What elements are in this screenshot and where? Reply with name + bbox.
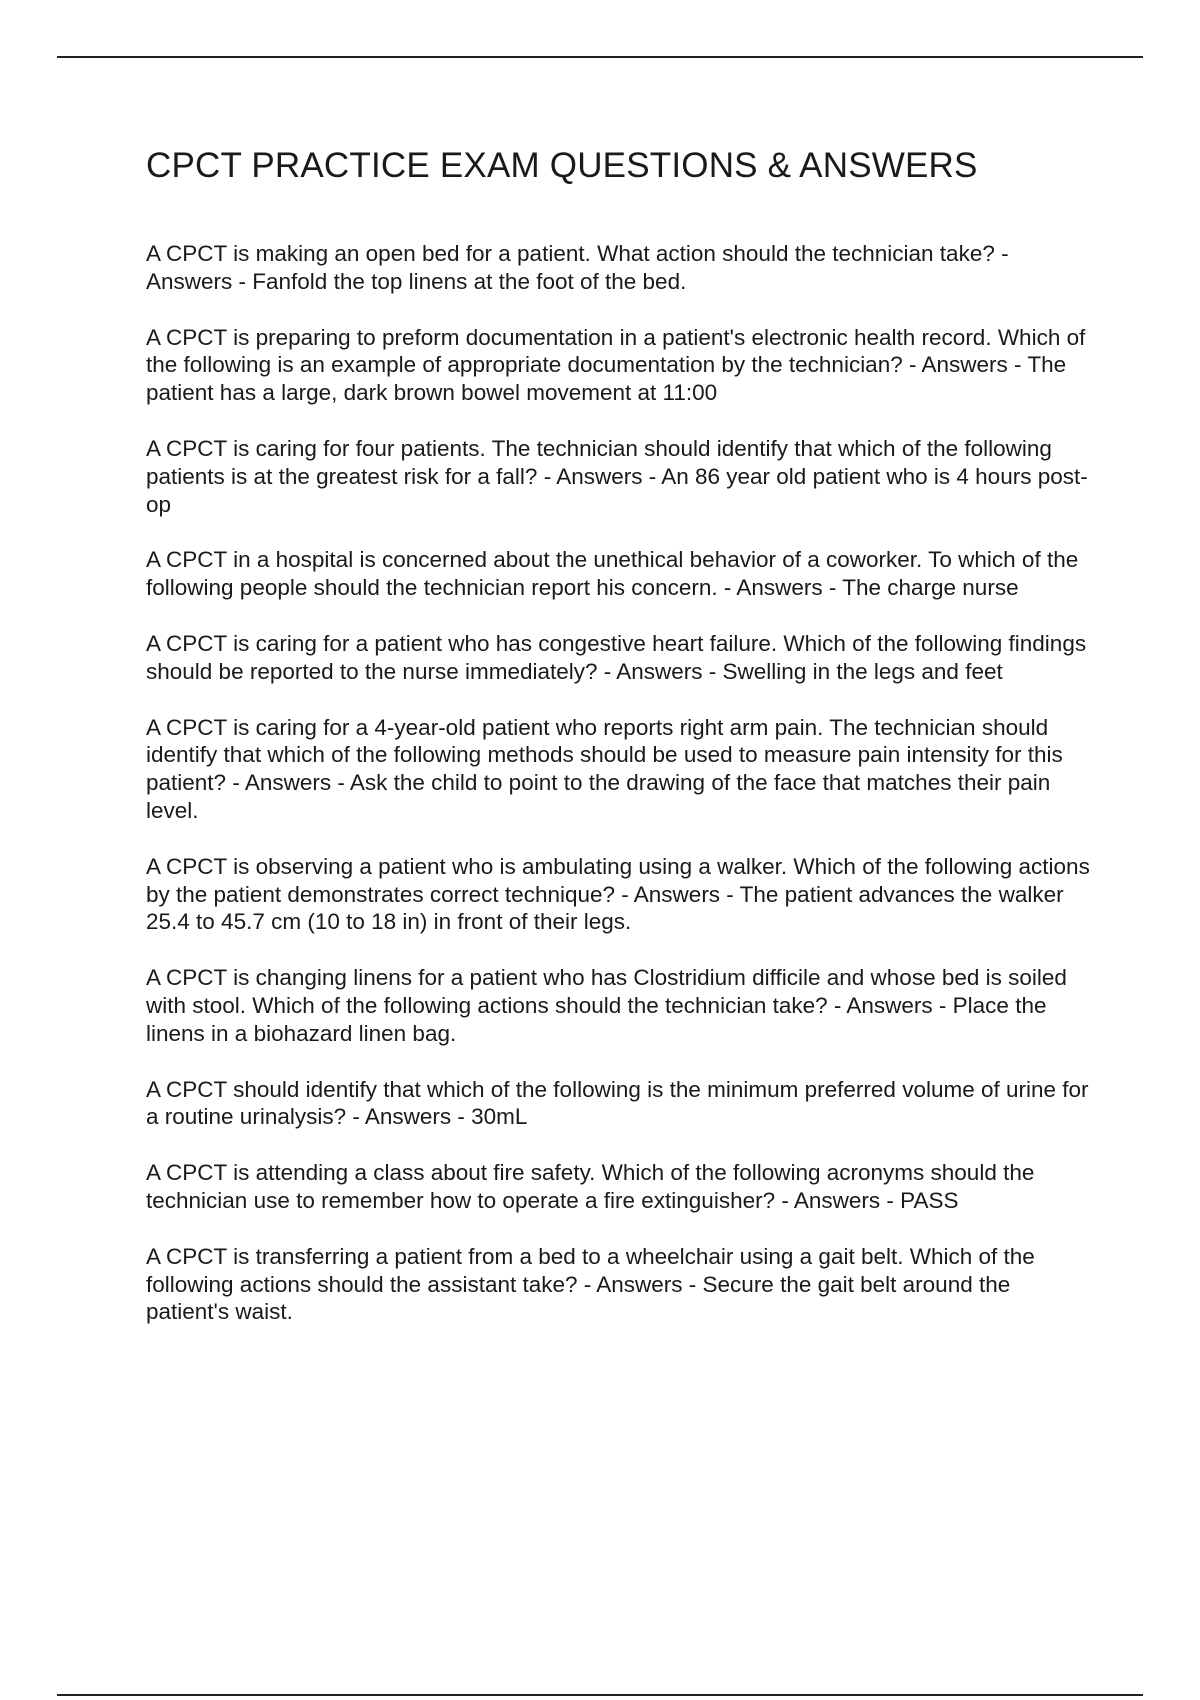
document-page <box>146 140 1096 1325</box>
document-title: CPCT PRACTICE EXAM QUESTIONS & ANSWERS <box>146 146 978 185</box>
qa-item: A CPCT is preparing to preform documentation in a patient's electronic health record. Which of the following is an example of appropriate documentation by the technician? - Answers - The patient has a large, dark brown bowel movement at 11:00 <box>146 324 1086 406</box>
qa-item: A CPCT is changing linens for a patient who has Clostridium difficile and whose bed is soiled with stool. Which of the following actions should the technician take? - Answers - Place the linens in a biohazard linen bag. <box>146 965 1067 1046</box>
qa-item: A CPCT should identify that which of the following is the minimum preferred volume of urine for a routine urinalysis? - Answers - 30mL <box>146 1076 1089 1130</box>
qa-item: A CPCT is making an open bed for a patient. What action should the technician take? - Answers - Fanfold the top linens at the foot of the bed. <box>146 241 1009 294</box>
qa-list <box>146 240 1096 1354</box>
qa-item: A CPCT is observing a patient who is ambulating using a walker. Which of the following actions by the patient demonstrates correct technique? - Answers - The patient advances the walker 25.4 to 45.7 cm (10 to 18 in) in front of their legs. <box>146 853 1090 935</box>
qa-item: A CPCT is caring for four patients. The technician should identify that which of the following patients is at the greatest risk for a fall? - Answers - An 86 year old patient who is 4 hours post-op <box>146 435 1088 517</box>
bottom-divider <box>57 1694 1143 1696</box>
qa-item: A CPCT is caring for a patient who has congestive heart failure. Which of the following findings should be reported to the nurse immediately? - Answers - Swelling in the legs and feet <box>146 630 1087 684</box>
top-divider <box>57 56 1143 58</box>
qa-item: A CPCT in a hospital is concerned about the unethical behavior of a coworker. To which of the following people should the technician report his concern. - Answers - The charge nurse <box>146 547 1079 601</box>
qa-item: A CPCT is caring for a 4-year-old patient who reports right arm pain. The technician should identify that which of the following methods should be used to measure pain intensity for this patient? - Answers - Ask the child to point to the drawing of the face that matches their pain level. <box>146 714 1063 823</box>
qa-item: A CPCT is attending a class about fire safety. Which of the following acronyms should the technician use to remember how to operate a fire extinguisher? - Answers - PASS <box>146 1160 1035 1213</box>
qa-item: A CPCT is transferring a patient from a bed to a wheelchair using a gait belt. Which of the following actions should the assistant take? - Answers - Secure the gait belt around the patient's waist. <box>146 1243 1035 1325</box>
